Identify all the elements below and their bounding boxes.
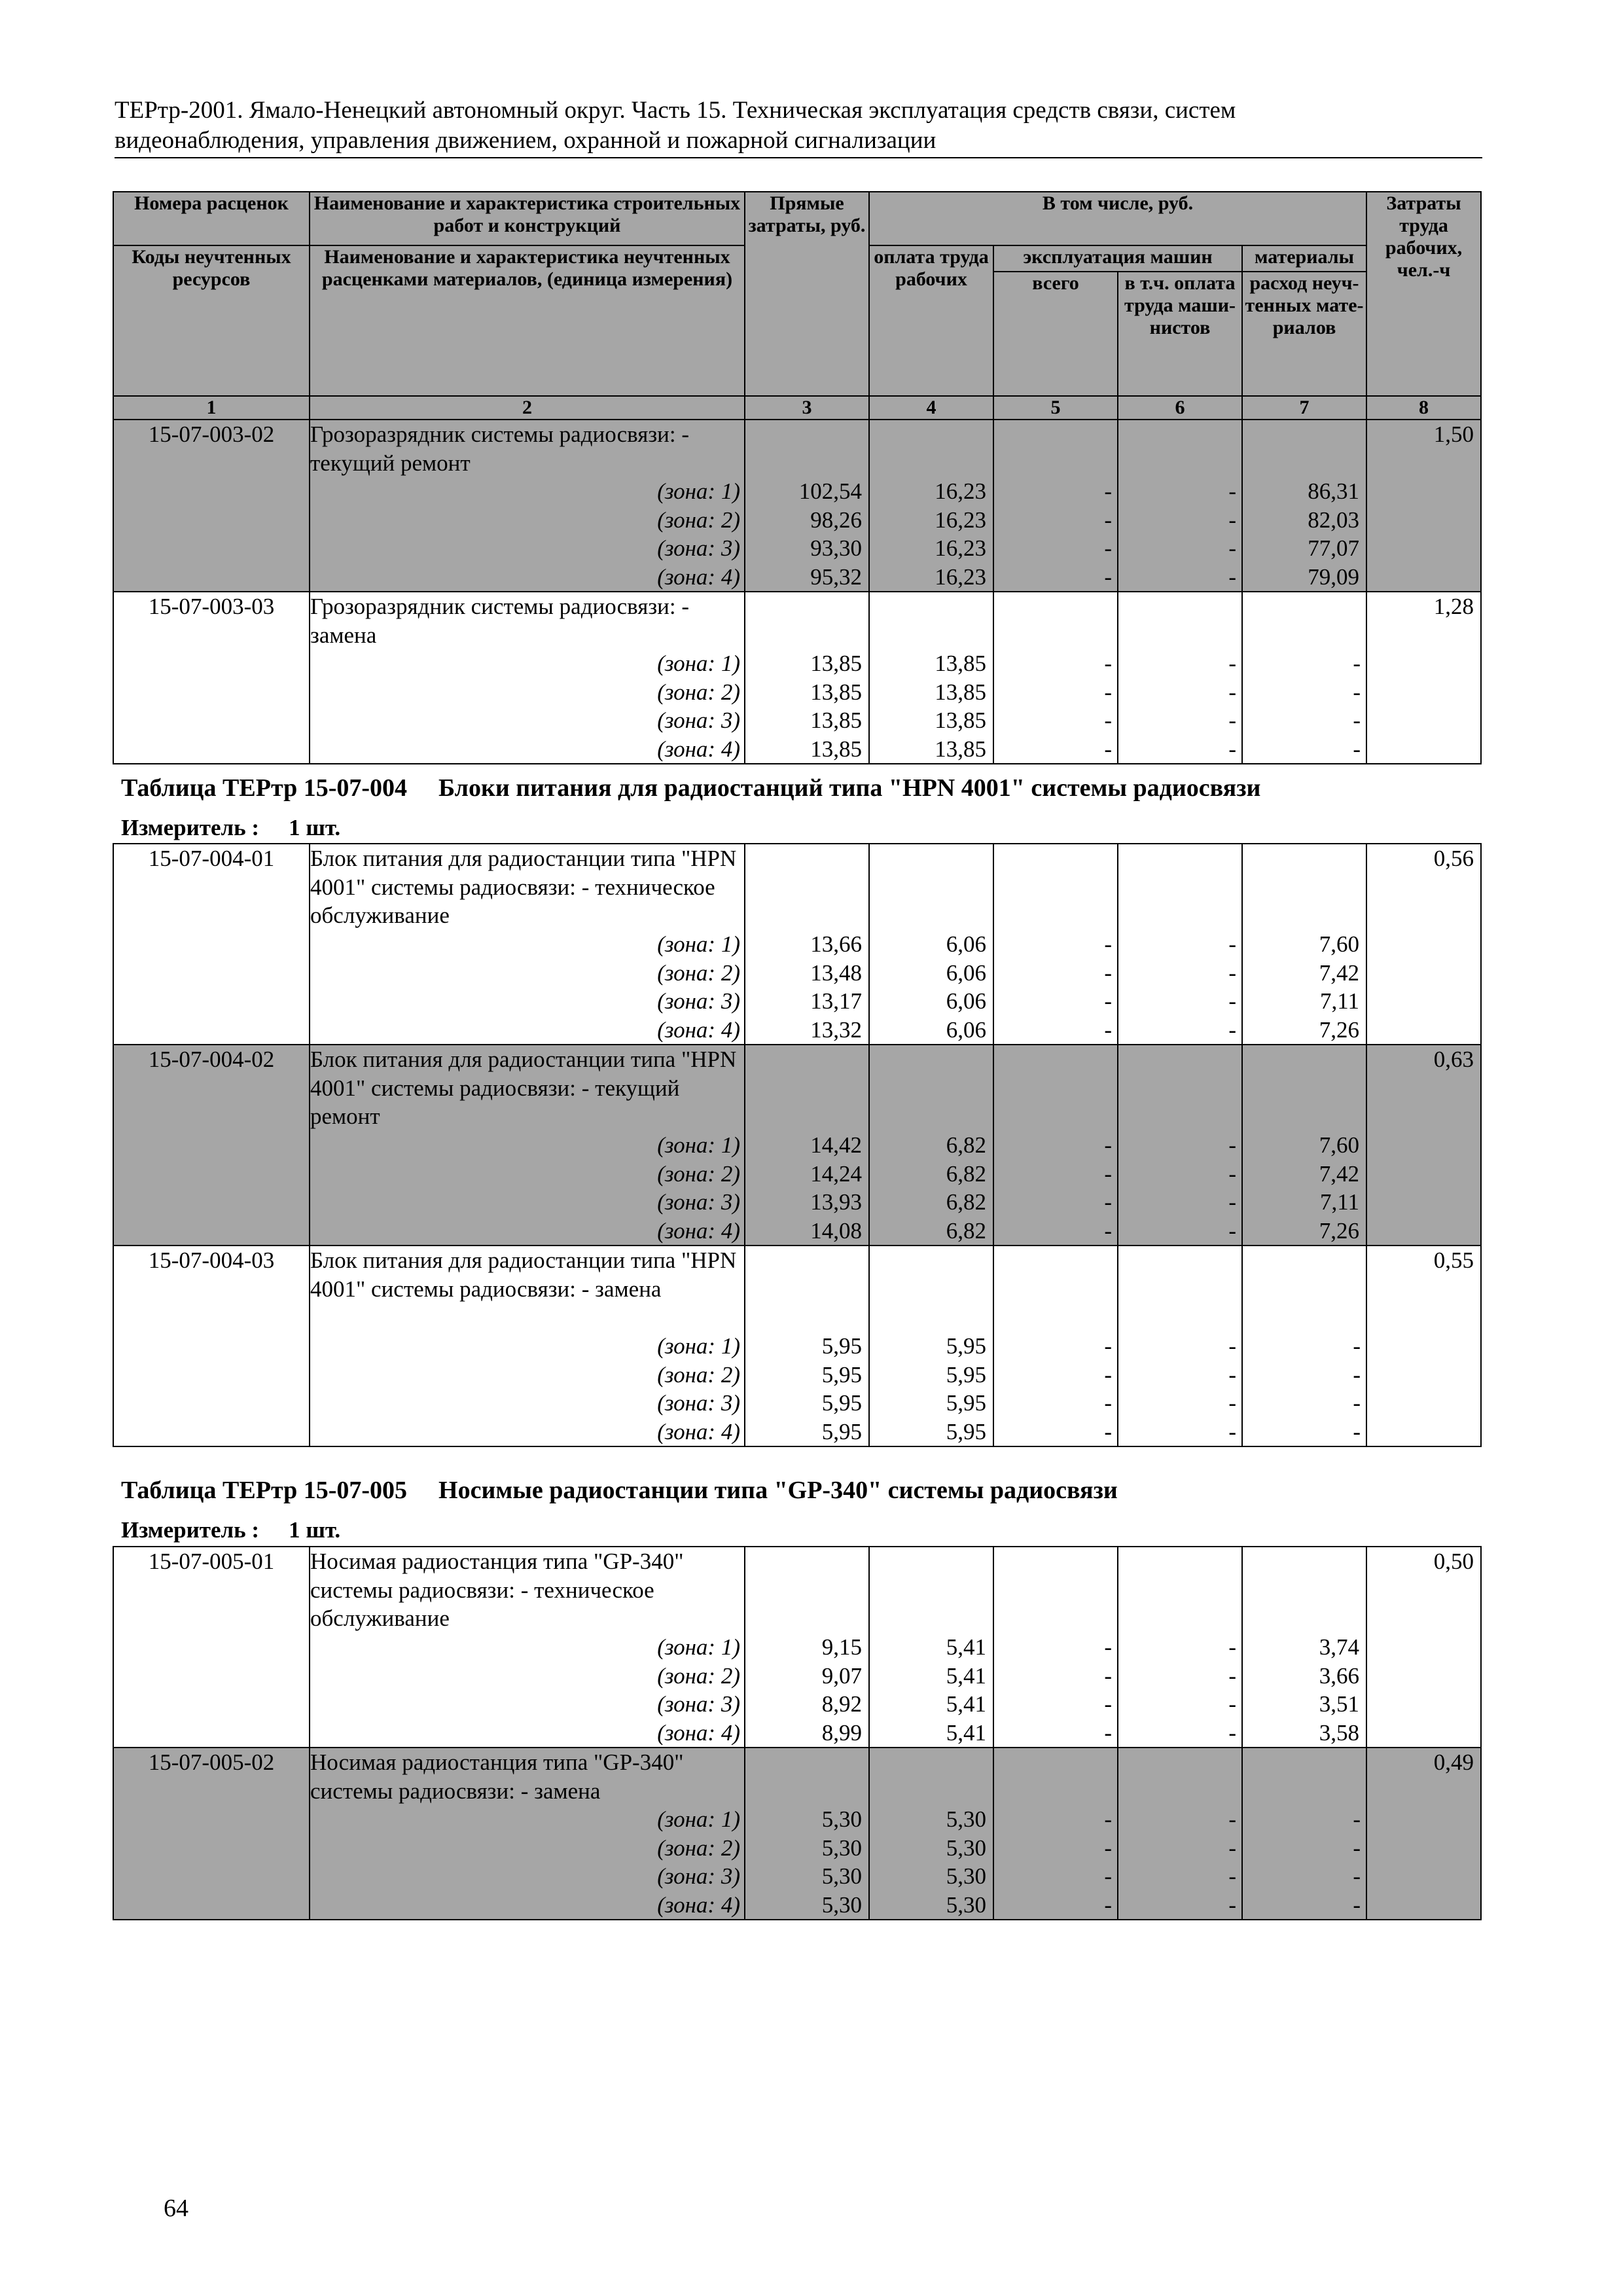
page-number: 64 <box>164 2195 188 2222</box>
col-labor-costs: Затраты труда рабочих, чел.-ч <box>1366 192 1481 396</box>
worker-pay-cell <box>869 1246 993 1446</box>
machines-value: - <box>1104 1863 1112 1889</box>
machines-cell <box>993 1748 1118 1920</box>
rate-name-cell <box>310 1748 745 1920</box>
labor-value: 0,55 <box>1433 1247 1474 1273</box>
machinist-pay-value: - <box>1228 1016 1236 1043</box>
machines-value: - <box>1104 564 1112 590</box>
machinist-pay-cell <box>1118 592 1242 764</box>
machinist-pay-value: - <box>1228 1217 1236 1244</box>
direct-costs-value: 5,30 <box>821 1892 862 1918</box>
header-line-2: видеонаблюдения, управления движением, охранной и пожарной сигнализации <box>115 127 936 154</box>
zone-label: (зона: 3) <box>657 1863 740 1889</box>
measure-unit-label: Измеритель : <box>121 815 260 840</box>
worker-pay-cell <box>869 592 993 764</box>
machines-value: - <box>1104 708 1112 733</box>
direct-costs-value: 5,95 <box>821 1390 862 1416</box>
machines-value: - <box>1104 1390 1112 1416</box>
zone-label: (зона: 1) <box>657 651 740 676</box>
machinist-pay-value: - <box>1228 1863 1236 1889</box>
direct-costs-value: 5,95 <box>821 1333 862 1359</box>
table-row <box>113 1547 1481 1748</box>
table-title <box>121 774 1260 802</box>
machines-cell <box>993 1045 1118 1246</box>
direct-costs-cell <box>745 420 869 592</box>
measure-unit-value: 1 шт. <box>289 815 341 840</box>
direct-costs-value: 5,30 <box>821 1863 862 1889</box>
materials-cell <box>1242 1748 1366 1920</box>
materials-value: 7,60 <box>1319 1132 1359 1158</box>
machinist-pay-value: - <box>1228 1333 1236 1359</box>
labor-value: 1,28 <box>1433 594 1474 619</box>
labor-cell <box>1366 1045 1481 1246</box>
direct-costs-value: 14,24 <box>810 1160 862 1187</box>
zone-label: (зона: 1) <box>657 1333 740 1359</box>
col-direct-costs: Прямые затраты, руб. <box>745 192 869 396</box>
machinist-pay-value: - <box>1228 1691 1236 1717</box>
worker-pay-value: 6,06 <box>946 1016 986 1043</box>
materials-value: - <box>1353 1806 1361 1832</box>
worker-pay-value: 5,30 <box>946 1835 986 1861</box>
machinist-pay-cell <box>1118 1246 1242 1446</box>
worker-pay-value: 16,23 <box>935 564 986 590</box>
machines-value: - <box>1104 535 1112 561</box>
materials-value: 3,74 <box>1319 1634 1359 1660</box>
worker-pay-value: 5,41 <box>946 1662 986 1689</box>
machines-value: - <box>1104 1719 1112 1746</box>
machines-value: - <box>1104 1189 1112 1215</box>
machines-cell <box>993 1246 1118 1446</box>
rate-name: Грозоразрядник системы радиосвязи: - замена <box>310 594 690 648</box>
direct-costs-cell <box>745 1045 869 1246</box>
zone-label: (зона: 3) <box>657 535 740 561</box>
rate-code: 15-07-003-02 <box>113 420 310 592</box>
direct-costs-value: 5,95 <box>821 1418 862 1444</box>
machinist-pay-value: - <box>1228 960 1236 986</box>
materials-value: 7,26 <box>1319 1217 1359 1244</box>
machinist-pay-value: - <box>1228 988 1236 1014</box>
measure-unit <box>121 815 340 841</box>
table-row <box>113 1748 1481 1920</box>
zone-label: (зона: 1) <box>657 478 740 504</box>
machinist-pay-value: - <box>1228 679 1236 705</box>
rate-name: Блок питания для радиостанции типа "HPN 4001" системы радиосвязи: - замена <box>310 1247 737 1302</box>
direct-costs-cell <box>745 592 869 764</box>
machines-cell <box>993 592 1118 764</box>
materials-cell <box>1242 1045 1366 1246</box>
direct-costs-value: 13,85 <box>810 679 862 705</box>
zone-label: (зона: 2) <box>657 507 740 533</box>
machines-value: - <box>1104 1361 1112 1388</box>
worker-pay-value: 6,82 <box>946 1217 986 1244</box>
labor-value: 0,49 <box>1433 1749 1474 1775</box>
materials-value: 7,11 <box>1320 988 1359 1014</box>
direct-costs-value: 14,42 <box>810 1132 862 1158</box>
direct-costs-value: 98,26 <box>810 507 862 533</box>
zone-label: (зона: 1) <box>657 1132 740 1158</box>
machines-value: - <box>1104 1160 1112 1187</box>
machines-value: - <box>1104 1806 1112 1832</box>
machines-value: - <box>1104 1333 1112 1359</box>
machinist-pay-value: - <box>1228 1160 1236 1187</box>
zone-label: (зона: 2) <box>657 1160 740 1187</box>
rates-table-1 <box>113 191 1482 764</box>
col-number: 7 <box>1242 396 1366 420</box>
direct-costs-value: 8,92 <box>821 1691 862 1717</box>
rate-name: Блок питания для радиостанции типа "HPN 4001" системы радиосвязи: - техническое обслуживание <box>310 846 737 928</box>
zone-label: (зона: 4) <box>657 1016 740 1043</box>
materials-cell <box>1242 592 1366 764</box>
worker-pay-cell <box>869 1045 993 1246</box>
zone-label: (зона: 4) <box>657 1892 740 1918</box>
direct-costs-value: 5,95 <box>821 1361 862 1388</box>
rate-code: 15-07-005-02 <box>113 1748 310 1920</box>
zone-label: (зона: 2) <box>657 679 740 705</box>
rate-name-cell <box>310 420 745 592</box>
zone-label: (зона: 2) <box>657 1361 740 1388</box>
zone-label: (зона: 4) <box>657 1217 740 1244</box>
zone-label: (зона: 3) <box>657 1189 740 1215</box>
col-total: всего <box>993 272 1118 396</box>
zone-label: (зона: 3) <box>657 1691 740 1717</box>
measure-unit <box>121 1517 340 1543</box>
rate-name-cell <box>310 1246 745 1446</box>
machinist-pay-cell <box>1118 1748 1242 1920</box>
table-title <box>121 1476 1118 1505</box>
zone-label: (зона: 3) <box>657 708 740 733</box>
zone-label: (зона: 1) <box>657 1806 740 1832</box>
direct-costs-cell <box>745 1547 869 1748</box>
col-resource-names: Наименование и характеристика неучтенных расценками материалов, (единица измерения) <box>310 245 745 396</box>
worker-pay-value: 6,82 <box>946 1160 986 1187</box>
materials-value: 3,51 <box>1319 1691 1359 1717</box>
zone-label: (зона: 3) <box>657 1390 740 1416</box>
zone-label: (зона: 2) <box>657 1662 740 1689</box>
zone-label: (зона: 1) <box>657 1634 740 1660</box>
worker-pay-value: 5,30 <box>946 1863 986 1889</box>
machines-value: - <box>1104 1217 1112 1244</box>
measure-unit-label: Измеритель : <box>121 1517 260 1543</box>
col-number: 1 <box>113 396 310 420</box>
worker-pay-cell <box>869 1547 993 1748</box>
table-title-code: Таблица ТЕРтр 15-07-004 <box>121 774 408 802</box>
materials-value: - <box>1353 1390 1361 1416</box>
materials-value: 3,66 <box>1319 1662 1359 1689</box>
direct-costs-value: 14,08 <box>810 1217 862 1244</box>
machines-value: - <box>1104 679 1112 705</box>
table-title-name: Носимые радиостанции типа "GP-340" системы радиосвязи <box>438 1477 1118 1504</box>
labor-cell <box>1366 420 1481 592</box>
materials-value: 7,11 <box>1320 1189 1359 1215</box>
direct-costs-cell <box>745 1246 869 1446</box>
worker-pay-value: 6,06 <box>946 988 986 1014</box>
zone-label: (зона: 1) <box>657 931 740 957</box>
machines-value: - <box>1104 1016 1112 1043</box>
machinist-pay-value: - <box>1228 1132 1236 1158</box>
machines-cell <box>993 844 1118 1045</box>
rate-name-cell <box>310 1547 745 1748</box>
materials-cell <box>1242 1246 1366 1446</box>
measure-unit-value: 1 шт. <box>289 1517 341 1543</box>
machinist-pay-value: - <box>1228 1189 1236 1215</box>
materials-cell <box>1242 1547 1366 1748</box>
machinist-pay-value: - <box>1228 708 1236 733</box>
col-worker-pay: оплата труда рабочих <box>869 245 993 396</box>
machinist-pay-value: - <box>1228 1806 1236 1832</box>
machines-value: - <box>1104 651 1112 676</box>
direct-costs-value: 95,32 <box>810 564 862 590</box>
direct-costs-value: 8,99 <box>821 1719 862 1746</box>
machinist-pay-value: - <box>1228 931 1236 957</box>
machines-value: - <box>1104 960 1112 986</box>
worker-pay-cell <box>869 420 993 592</box>
worker-pay-value: 5,41 <box>946 1634 986 1660</box>
worker-pay-value: 5,30 <box>946 1892 986 1918</box>
labor-cell <box>1366 1246 1481 1446</box>
materials-value: - <box>1353 1361 1361 1388</box>
col-machinist-pay: в т.ч. оплата труда маши-нистов <box>1118 272 1242 396</box>
materials-value: - <box>1353 736 1361 762</box>
machinist-pay-value: - <box>1228 1634 1236 1660</box>
zone-label: (зона: 2) <box>657 1835 740 1861</box>
worker-pay-value: 6,06 <box>946 960 986 986</box>
materials-value: - <box>1353 1835 1361 1861</box>
rate-name-cell <box>310 1045 745 1246</box>
machinist-pay-cell <box>1118 844 1242 1045</box>
col-number: 3 <box>745 396 869 420</box>
materials-value: - <box>1353 1863 1361 1889</box>
col-number: 2 <box>310 396 745 420</box>
direct-costs-value: 5,30 <box>821 1806 862 1832</box>
worker-pay-cell <box>869 844 993 1045</box>
rate-code: 15-07-004-03 <box>113 1246 310 1446</box>
page-header <box>115 96 1482 158</box>
header-line-1: ТЕРтр-2001. Ямало-Ненецкий автономный округ. Часть 15. Техническая эксплуатация средств связи, систем <box>115 97 1236 124</box>
zone-label: (зона: 4) <box>657 564 740 590</box>
materials-value: 82,03 <box>1308 507 1360 533</box>
machines-value: - <box>1104 507 1112 533</box>
materials-value: - <box>1353 1333 1361 1359</box>
materials-value: - <box>1353 708 1361 733</box>
table-row <box>113 1045 1481 1246</box>
materials-value: - <box>1353 1892 1361 1918</box>
direct-costs-value: 9,15 <box>821 1634 862 1660</box>
machines-value: - <box>1104 988 1112 1014</box>
col-number: 6 <box>1118 396 1242 420</box>
machines-value: - <box>1104 1634 1112 1660</box>
materials-value: - <box>1353 1418 1361 1444</box>
col-number: 8 <box>1366 396 1481 420</box>
machines-value: - <box>1104 736 1112 762</box>
table-row <box>113 1246 1481 1446</box>
labor-cell <box>1366 1748 1481 1920</box>
machinist-pay-value: - <box>1228 1719 1236 1746</box>
machines-value: - <box>1104 1662 1112 1689</box>
machinist-pay-value: - <box>1228 478 1236 504</box>
worker-pay-value: 6,82 <box>946 1132 986 1158</box>
table-row <box>113 592 1481 764</box>
materials-value: 79,09 <box>1308 564 1360 590</box>
zone-label: (зона: 4) <box>657 736 740 762</box>
machines-cell <box>993 420 1118 592</box>
zone-label: (зона: 4) <box>657 1719 740 1746</box>
labor-cell <box>1366 1547 1481 1748</box>
labor-value: 0,50 <box>1433 1549 1474 1574</box>
worker-pay-value: 13,85 <box>935 736 986 762</box>
rate-name: Грозоразрядник системы радиосвязи: - текущий ремонт <box>310 422 690 476</box>
machines-value: - <box>1104 1418 1112 1444</box>
rates-table-3 <box>113 1546 1482 1920</box>
direct-costs-value: 13,66 <box>810 931 862 957</box>
direct-costs-value: 9,07 <box>821 1662 862 1689</box>
direct-costs-value: 13,48 <box>810 960 862 986</box>
zone-label: (зона: 4) <box>657 1418 740 1444</box>
labor-value: 1,50 <box>1433 422 1474 447</box>
materials-value: 86,31 <box>1308 478 1360 504</box>
machines-value: - <box>1104 478 1112 504</box>
machinist-pay-value: - <box>1228 736 1236 762</box>
col-machine-operation: эксплуатация машин <box>993 245 1242 272</box>
materials-value: 7,26 <box>1319 1016 1359 1043</box>
materials-value: - <box>1353 679 1361 705</box>
worker-pay-value: 6,82 <box>946 1189 986 1215</box>
machinist-pay-value: - <box>1228 1390 1236 1416</box>
rate-name-cell <box>310 592 745 764</box>
rate-name-cell <box>310 844 745 1045</box>
materials-value: 7,42 <box>1319 960 1359 986</box>
worker-pay-value: 16,23 <box>935 507 986 533</box>
worker-pay-value: 5,95 <box>946 1361 986 1388</box>
machinist-pay-value: - <box>1228 1662 1236 1689</box>
labor-value: 0,56 <box>1433 846 1474 871</box>
table-row <box>113 844 1481 1045</box>
worker-pay-value: 5,95 <box>946 1333 986 1359</box>
labor-cell <box>1366 844 1481 1045</box>
machines-value: - <box>1104 1691 1112 1717</box>
direct-costs-value: 13,93 <box>810 1189 862 1215</box>
direct-costs-value: 102,54 <box>798 478 862 504</box>
rate-code: 15-07-003-03 <box>113 592 310 764</box>
direct-costs-value: 5,30 <box>821 1835 862 1861</box>
col-number: 4 <box>869 396 993 420</box>
direct-costs-value: 13,17 <box>810 988 862 1014</box>
machines-value: - <box>1104 931 1112 957</box>
machinist-pay-cell <box>1118 420 1242 592</box>
machines-value: - <box>1104 1892 1112 1918</box>
worker-pay-value: 5,41 <box>946 1719 986 1746</box>
materials-cell <box>1242 420 1366 592</box>
machinist-pay-value: - <box>1228 507 1236 533</box>
machinist-pay-value: - <box>1228 1418 1236 1444</box>
machines-value: - <box>1104 1835 1112 1861</box>
worker-pay-value: 16,23 <box>935 478 986 504</box>
worker-pay-value: 13,85 <box>935 679 986 705</box>
rate-code: 15-07-004-02 <box>113 1045 310 1246</box>
worker-pay-value: 6,06 <box>946 931 986 957</box>
materials-value: 77,07 <box>1308 535 1360 561</box>
table-title-code: Таблица ТЕРтр 15-07-005 <box>121 1477 408 1504</box>
worker-pay-value: 5,95 <box>946 1418 986 1444</box>
rate-code: 15-07-004-01 <box>113 844 310 1045</box>
rate-name: Носимая радиостанция типа "GP-340" системы радиосвязи: - замена <box>310 1749 684 1804</box>
zone-label: (зона: 3) <box>657 988 740 1014</box>
machines-value: - <box>1104 1132 1112 1158</box>
machinist-pay-cell <box>1118 1045 1242 1246</box>
direct-costs-cell <box>745 1748 869 1920</box>
worker-pay-value: 5,30 <box>946 1806 986 1832</box>
col-number: 5 <box>993 396 1118 420</box>
col-work-name: Наименование и характеристика строительных работ и конструкций <box>310 192 745 245</box>
rate-code: 15-07-005-01 <box>113 1547 310 1748</box>
labor-value: 0,63 <box>1433 1047 1474 1072</box>
worker-pay-cell <box>869 1748 993 1920</box>
worker-pay-value: 13,85 <box>935 708 986 733</box>
machinist-pay-value: - <box>1228 564 1236 590</box>
direct-costs-value: 13,85 <box>810 651 862 676</box>
direct-costs-cell <box>745 844 869 1045</box>
materials-value: 7,60 <box>1319 931 1359 957</box>
machines-cell <box>993 1547 1118 1748</box>
machinist-pay-value: - <box>1228 1361 1236 1388</box>
table-title-name: Блоки питания для радиостанций типа "HPN 4001" системы радиосвязи <box>438 774 1261 802</box>
table-row <box>113 420 1481 592</box>
rate-name: Блок питания для радиостанции типа "HPN 4001" системы радиосвязи: - текущий ремонт <box>310 1047 737 1129</box>
materials-cell <box>1242 844 1366 1045</box>
worker-pay-value: 13,85 <box>935 651 986 676</box>
direct-costs-value: 93,30 <box>810 535 862 561</box>
machinist-pay-value: - <box>1228 1892 1236 1918</box>
worker-pay-value: 16,23 <box>935 535 986 561</box>
rates-table-2 <box>113 843 1482 1447</box>
labor-cell <box>1366 592 1481 764</box>
worker-pay-value: 5,41 <box>946 1691 986 1717</box>
machinist-pay-value: - <box>1228 651 1236 676</box>
machinist-pay-value: - <box>1228 1835 1236 1861</box>
col-unaccounted-materials: расход неуч-тенных мате-риалов <box>1242 272 1366 396</box>
rate-name: Носимая радиостанция типа "GP-340" системы радиосвязи: - техническое обслуживание <box>310 1549 684 1631</box>
direct-costs-value: 13,32 <box>810 1016 862 1043</box>
machinist-pay-value: - <box>1228 535 1236 561</box>
col-resource-codes: Коды неучтенных ресурсов <box>113 245 310 396</box>
col-rate-numbers: Номера расценок <box>113 192 310 245</box>
materials-value: 3,58 <box>1319 1719 1359 1746</box>
direct-costs-value: 13,85 <box>810 708 862 733</box>
zone-label: (зона: 2) <box>657 960 740 986</box>
machinist-pay-cell <box>1118 1547 1242 1748</box>
col-including: В том числе, руб. <box>869 192 1366 245</box>
materials-value: - <box>1353 651 1361 676</box>
materials-value: 7,42 <box>1319 1160 1359 1187</box>
direct-costs-value: 13,85 <box>810 736 862 762</box>
col-materials: материалы <box>1242 245 1366 272</box>
worker-pay-value: 5,95 <box>946 1390 986 1416</box>
